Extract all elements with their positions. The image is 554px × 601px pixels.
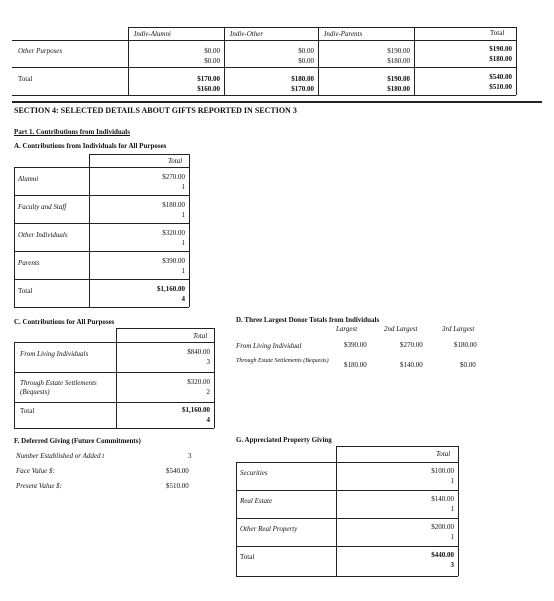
row-label: Total xyxy=(18,287,33,295)
count: 1 xyxy=(181,267,185,275)
row-label: From Living Individuals xyxy=(20,350,89,358)
row-values xyxy=(120,284,185,304)
amount: $270.00 xyxy=(162,173,185,181)
count: 2 xyxy=(206,388,210,396)
count: 3 xyxy=(450,561,454,569)
cell-total-2 xyxy=(450,72,512,92)
row-label: Through Estate Settlements (Bequests) xyxy=(20,379,97,396)
row-value: $540.00 xyxy=(166,467,189,475)
row-label: Total xyxy=(20,407,35,415)
cell-value: $160.00 xyxy=(197,85,220,93)
section4-title: SECTION 4: SELECTED DETAILS ABOUT GIFTS REPORTED IN SECTION 3 xyxy=(14,106,297,115)
cell-parents-2 xyxy=(348,74,410,94)
value-2nd: $140.00 xyxy=(400,361,423,369)
cell-value: $0.00 xyxy=(204,47,220,55)
row-label: Faculty and Staff xyxy=(18,203,67,211)
amount: $180.00 xyxy=(162,201,185,209)
amount: $320.00 xyxy=(162,229,185,237)
amount: $100.00 xyxy=(431,467,454,475)
row-label: Real Estate xyxy=(240,497,273,505)
cell-value: $0.00 xyxy=(298,57,314,65)
row-label: Through Estate Settlements (Bequests) xyxy=(236,358,329,364)
cell-value: $180.00 xyxy=(387,85,410,93)
cell-value: $0.00 xyxy=(204,57,220,65)
cell-value: $180.00 xyxy=(387,57,410,65)
cell-other-1 xyxy=(254,46,314,66)
value-2nd: $270.00 xyxy=(400,341,423,349)
row-values xyxy=(140,347,210,367)
count: 1 xyxy=(181,183,185,191)
cell-value: $180.00 xyxy=(291,75,314,83)
col-header-3rd: 3rd Largest xyxy=(442,325,475,333)
cell-value: $190.00 xyxy=(489,45,512,53)
row-label: Other Individuals xyxy=(18,231,68,239)
count: 1 xyxy=(450,505,454,513)
amount: $390.00 xyxy=(162,257,185,265)
count: 1 xyxy=(181,211,185,219)
cell-value: $190.00 xyxy=(387,75,410,83)
row-label: Face Value $: xyxy=(16,467,55,475)
row-label: From Living Individual xyxy=(236,342,302,350)
col-header-other: Indiv-Other xyxy=(230,30,264,38)
amount: $840.00 xyxy=(187,348,210,356)
row-label-total: Total xyxy=(18,75,33,83)
row-values xyxy=(390,466,454,486)
amount: $140.00 xyxy=(431,495,454,503)
amount: $1,160.00 xyxy=(157,285,185,293)
row-values xyxy=(140,377,210,397)
section-d-title: D. Three Largest Donor Totals from Individuals xyxy=(236,316,380,324)
cell-value: $0.00 xyxy=(298,47,314,55)
row-values xyxy=(390,550,454,570)
cell-value: $170.00 xyxy=(197,75,220,83)
section-g-header: Total xyxy=(436,450,451,458)
count: 1 xyxy=(450,477,454,485)
col-header-2nd: 2nd Largest xyxy=(384,325,418,333)
cell-total-1 xyxy=(450,44,512,64)
value-3rd: $0.00 xyxy=(460,361,476,369)
row-label-other-purposes: Other Purposes xyxy=(18,47,63,55)
amount: $200.00 xyxy=(431,523,454,531)
col-header-total: Total xyxy=(490,29,505,37)
cell-value: $180.00 xyxy=(489,55,512,63)
section-c-title: C. Contributions for All Purposes xyxy=(14,318,115,326)
row-label: Present Value $: xyxy=(16,482,63,490)
cell-value: $190.00 xyxy=(387,47,410,55)
section-f-title: F. Deferred Giving (Future Commitments) xyxy=(14,437,141,445)
cell-parents-1 xyxy=(348,46,410,66)
amount: $1,160.00 xyxy=(182,406,210,414)
row-values xyxy=(120,256,185,276)
count: 3 xyxy=(206,358,210,366)
col-header-largest: Largest xyxy=(336,325,358,333)
cell-value: $540.00 xyxy=(489,73,512,81)
cell-alumni-1 xyxy=(160,46,220,66)
count: 4 xyxy=(181,295,185,303)
row-values xyxy=(140,405,210,425)
row-values xyxy=(120,228,185,248)
row-value: $510.00 xyxy=(166,482,189,490)
row-value: 3 xyxy=(188,452,192,460)
section-c-header: Total xyxy=(193,332,208,340)
row-label: Securities xyxy=(240,469,268,477)
col-header-alumni: Indiv-Alumni xyxy=(134,30,171,38)
amount: $320.00 xyxy=(187,378,210,386)
amount: $440.00 xyxy=(431,551,454,559)
row-values xyxy=(120,172,185,192)
row-label: Alumni xyxy=(18,175,39,183)
row-values xyxy=(120,200,185,220)
row-values xyxy=(390,522,454,542)
section-divider xyxy=(12,101,542,103)
cell-alumni-2 xyxy=(160,74,220,94)
cell-other-2 xyxy=(254,74,314,94)
count: 1 xyxy=(181,239,185,247)
row-label: Total xyxy=(240,553,255,561)
row-label: Parents xyxy=(18,259,40,267)
col-header-parents: Indiv-Parents xyxy=(324,30,363,38)
row-label: Number Established or Added t xyxy=(16,452,105,460)
count: 1 xyxy=(450,533,454,541)
count: 4 xyxy=(206,416,210,424)
row-values xyxy=(390,494,454,514)
value-largest: $390.00 xyxy=(344,341,367,349)
value-largest: $180.00 xyxy=(344,361,367,369)
cell-value: $510.00 xyxy=(489,83,512,91)
section-a-title: A. Contributions from Individuals for All Purposes xyxy=(14,142,167,150)
row-label: Other Real Property xyxy=(240,525,298,533)
part1-title: Part 1. Contributions from Individuals xyxy=(14,128,130,136)
section-g-title: G. Appreciated Property Giving xyxy=(236,436,332,444)
section-a-header: Total xyxy=(168,157,183,165)
cell-value: $170.00 xyxy=(291,85,314,93)
value-3rd: $180.00 xyxy=(454,341,477,349)
